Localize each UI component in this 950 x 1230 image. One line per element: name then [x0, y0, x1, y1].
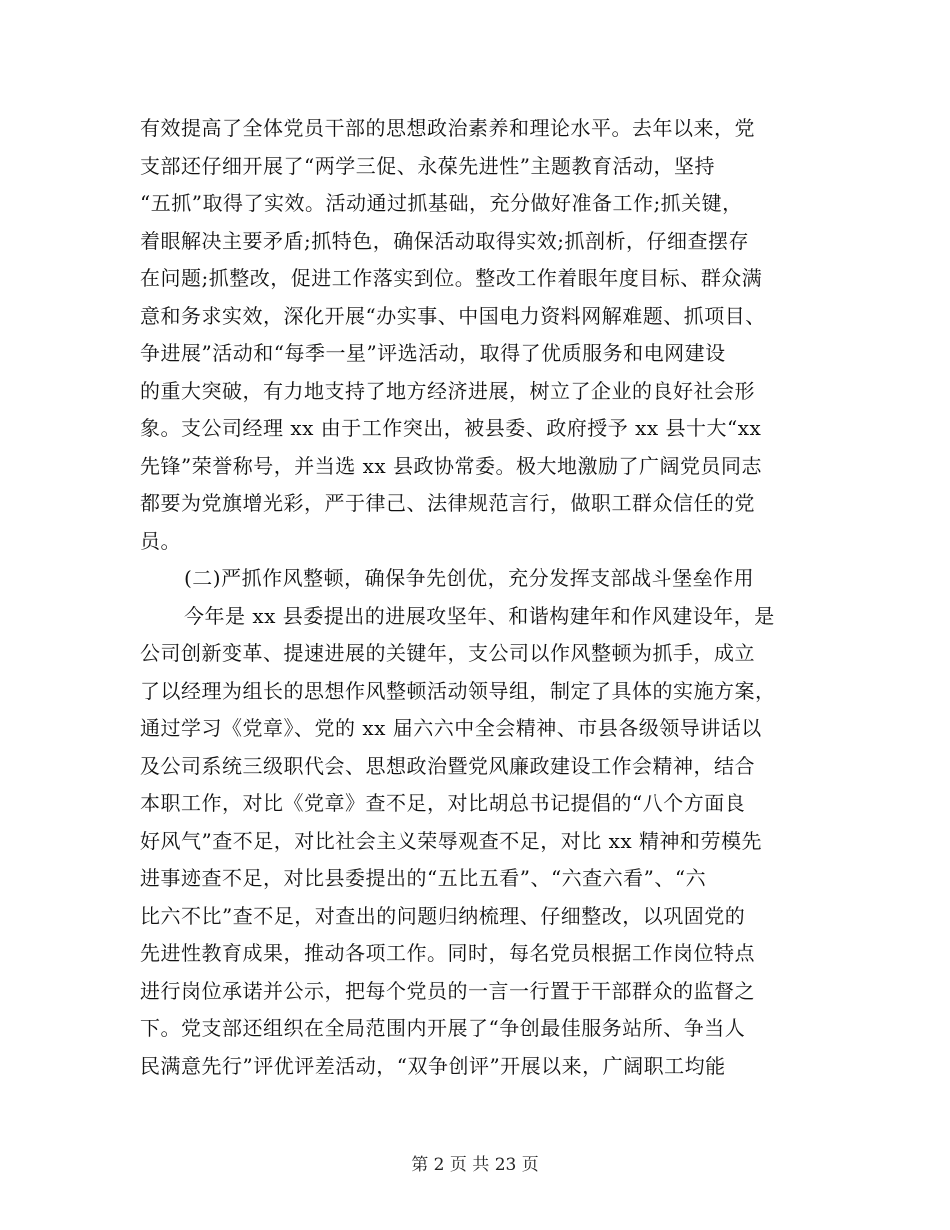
body-text	[140, 110, 812, 1085]
text-line: 下。党支部还组织在全局范围内开展了“争创最佳服务站所、争当人	[140, 1016, 746, 1040]
text-line: “五抓”取得了实效。活动通过抓基础，充分做好准备工作;抓关键，	[140, 191, 743, 215]
text-line: 支部还仔细开展了“两学三促、永葆先进性”主题教育活动，坚持	[140, 153, 715, 178]
text-line: 本职工作，对比《党章》查不足，对比胡总书记提倡的“八个方面良	[140, 791, 746, 815]
text-line: 先进性教育成果，推动各项工作。同时，每名党员根据工作岗位特点	[140, 941, 755, 965]
text-line: 员。	[140, 528, 181, 553]
text-line: 的重大突破，有力地支持了地方经济进展，树立了企业的良好社会形	[140, 378, 755, 403]
text-line: 及公司系统三级职代会、思想政治暨党风廉政建设工作会精神，结合	[140, 753, 755, 778]
section-heading: (二)严抓作风整顿，确保争先创优，充分发挥支部战斗堡垒作用	[184, 566, 755, 590]
text-line: 民满意先行”评优评差活动，“双争创评”开展以来，广阔职工均能	[140, 1053, 726, 1078]
text-line: 比六不比”查不足，对查出的问题归纳梳理、仔细整改，以巩固党的	[140, 903, 746, 928]
text-line: 着眼解决主要矛盾;抓特色，确保活动取得实效;抓剖析，仔细查摆存	[140, 228, 749, 253]
text-line: 都要为党旗增光彩，严于律己、法律规范言行，做职工群众信任的党	[140, 491, 755, 515]
text-line: 好风气”查不足，对比社会主义荣辱观查不足，对比 xx 精神和劳模先	[140, 828, 762, 853]
text-line: 争进展”活动和“每季一星”评选活动，取得了优质服务和电网建设	[140, 341, 726, 365]
text-line: 通过学习《党章》、党的 xx 届六六中全会精神、市县各级领导讲话以	[140, 716, 762, 740]
text-line: 了以经理为组长的思想作风整顿活动领导组，制定了具体的实施方案，	[140, 678, 776, 703]
text-line: 先锋”荣誉称号，并当选 xx 县政协常委。极大地激励了广阔党员同志	[140, 453, 762, 478]
page-number: 第 2 页 共 23 页	[411, 1155, 539, 1175]
text-line: 公司创新变革、提速进展的关键年，支公司以作风整顿为抓手，成立	[140, 641, 755, 665]
text-line: 进行岗位承诺并公示，把每个党员的一言一行置于干部群众的监督之	[140, 978, 755, 1003]
text-line: 在问题;抓整改，促进工作落实到位。整改工作着眼年度目标、群众满	[140, 266, 763, 290]
text-line: 今年是 xx 县委提出的进展攻坚年、和谐构建年和作风建设年，是	[184, 603, 775, 628]
text-line: 有效提高了全体党员干部的思想政治素养和理论水平。去年以来，党	[140, 116, 755, 140]
text-line: 象。支公司经理 xx 由于工作突出，被县委、政府授予 xx 县十大“xx	[140, 416, 762, 440]
text-line: 进事迹查不足，对比县委提出的“五比五看”、“六查六看”、“六	[140, 866, 707, 890]
text-line: 意和务求实效，深化开展“办实事、中国电力资料网解难题、抓项目、	[140, 303, 766, 328]
